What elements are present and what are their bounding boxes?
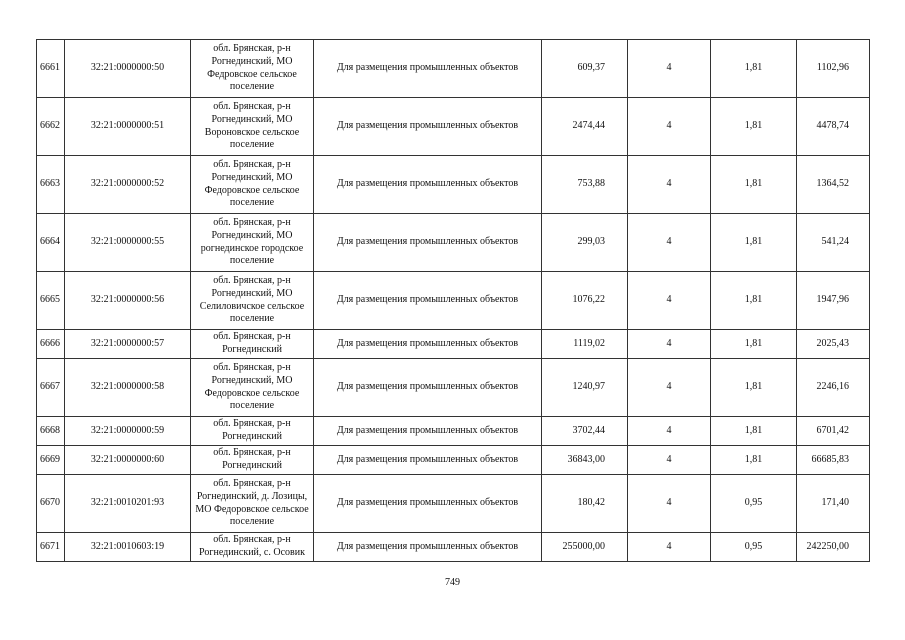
cell-permitted-use: Для размещения промышленных объектов [314,98,542,156]
cell-area: 1119,02 [542,330,628,359]
cell-cadastral-number: 32:21:0000000:59 [65,417,191,446]
table-row [37,272,870,330]
cell-permitted-use: Для размещения промышленных объектов [314,359,542,417]
table-row [37,359,870,417]
cell-rate: 1,81 [711,98,797,156]
page-number: 749 [445,577,460,588]
cell-cadastral-number: 32:21:0000000:58 [65,359,191,417]
cell-number: 6667 [37,359,65,417]
cell-address: обл. Брянская, р-н Рогнединский, с. Осовик [191,533,314,562]
cell-rate: 1,81 [711,417,797,446]
cell-cadastral-value: 242250,00 [797,533,870,562]
cell-address: обл. Брянская, р-н Рогнединский, д. Лозицы, МО Федоровское сельское поселение [191,475,314,533]
cell-cadastral-number: 32:21:0000000:57 [65,330,191,359]
cell-area: 2474,44 [542,98,628,156]
cell-group: 4 [628,417,711,446]
cell-number: 6670 [37,475,65,533]
cell-group: 4 [628,475,711,533]
cell-group: 4 [628,40,711,98]
cell-cadastral-value: 1364,52 [797,156,870,214]
cell-group: 4 [628,533,711,562]
cell-cadastral-number: 32:21:0000000:50 [65,40,191,98]
cell-cadastral-number: 32:21:0000000:55 [65,214,191,272]
cell-address: обл. Брянская, р-н Рогнединский [191,446,314,475]
table-row [37,40,870,98]
cell-rate: 0,95 [711,533,797,562]
cell-permitted-use: Для размещения промышленных объектов [314,446,542,475]
cell-group: 4 [628,272,711,330]
cell-number: 6669 [37,446,65,475]
cell-group: 4 [628,446,711,475]
cell-cadastral-value: 2246,16 [797,359,870,417]
cell-permitted-use: Для размещения промышленных объектов [314,156,542,214]
cell-cadastral-number: 32:21:0000000:51 [65,98,191,156]
cell-group: 4 [628,98,711,156]
cell-cadastral-number: 32:21:0000000:56 [65,272,191,330]
cell-cadastral-value: 4478,74 [797,98,870,156]
cell-area: 753,88 [542,156,628,214]
table-row [37,475,870,533]
cell-cadastral-value: 1947,96 [797,272,870,330]
cell-address: обл. Брянская, р-н Рогнединский, МО Селиловичское сельское поселение [191,272,314,330]
cell-number: 6664 [37,214,65,272]
cell-area: 3702,44 [542,417,628,446]
cell-cadastral-value: 171,40 [797,475,870,533]
cell-group: 4 [628,330,711,359]
cell-group: 4 [628,359,711,417]
cell-cadastral-value: 2025,43 [797,330,870,359]
cell-permitted-use: Для размещения промышленных объектов [314,533,542,562]
cell-area: 255000,00 [542,533,628,562]
cell-cadastral-number: 32:21:0000000:52 [65,156,191,214]
cell-number: 6665 [37,272,65,330]
cell-cadastral-number: 32:21:0010201:93 [65,475,191,533]
cell-area: 609,37 [542,40,628,98]
cell-permitted-use: Для размещения промышленных объектов [314,40,542,98]
cell-cadastral-value: 66685,83 [797,446,870,475]
cell-rate: 1,81 [711,359,797,417]
cell-address: обл. Брянская, р-н Рогнединский, МО Вороновское сельское поселение [191,98,314,156]
cell-number: 6663 [37,156,65,214]
table-row [37,330,870,359]
cell-number: 6666 [37,330,65,359]
cell-permitted-use: Для размещения промышленных объектов [314,417,542,446]
table-row [37,446,870,475]
cell-cadastral-number: 32:21:0010603:19 [65,533,191,562]
cell-area: 36843,00 [542,446,628,475]
cell-address: обл. Брянская, р-н Рогнединский [191,330,314,359]
cell-address: обл. Брянская, р-н Рогнединский [191,417,314,446]
cell-rate: 1,81 [711,272,797,330]
cell-cadastral-value: 6701,42 [797,417,870,446]
cell-permitted-use: Для размещения промышленных объектов [314,214,542,272]
cell-permitted-use: Для размещения промышленных объектов [314,272,542,330]
land-plots-table [36,39,870,562]
table-row [37,156,870,214]
cell-number: 6662 [37,98,65,156]
cell-cadastral-value: 1102,96 [797,40,870,98]
cell-address: обл. Брянская, р-н Рогнединский, МО рогнединское городское поселение [191,214,314,272]
cell-number: 6671 [37,533,65,562]
table-row [37,214,870,272]
cell-area: 1076,22 [542,272,628,330]
table-row [37,533,870,562]
cell-group: 4 [628,214,711,272]
cell-rate: 1,81 [711,330,797,359]
cell-address: обл. Брянская, р-н Рогнединский, МО Федоровское сельское поселение [191,359,314,417]
cell-address: обл. Брянская, р-н Рогнединский, МО Федоровское сельское поселение [191,156,314,214]
table-body [37,40,870,562]
table-row [37,417,870,446]
cell-number: 6668 [37,417,65,446]
cell-area: 180,42 [542,475,628,533]
cell-permitted-use: Для размещения промышленных объектов [314,330,542,359]
cell-group: 4 [628,156,711,214]
cell-area: 299,03 [542,214,628,272]
cell-rate: 0,95 [711,475,797,533]
cell-number: 6661 [37,40,65,98]
cell-rate: 1,81 [711,40,797,98]
cell-permitted-use: Для размещения промышленных объектов [314,475,542,533]
cell-rate: 1,81 [711,156,797,214]
cell-cadastral-value: 541,24 [797,214,870,272]
cell-rate: 1,81 [711,446,797,475]
cell-cadastral-number: 32:21:0000000:60 [65,446,191,475]
cell-area: 1240,97 [542,359,628,417]
cell-rate: 1,81 [711,214,797,272]
table-row [37,98,870,156]
cell-address: обл. Брянская, р-н Рогнединский, МО Федровское сельское поселение [191,40,314,98]
